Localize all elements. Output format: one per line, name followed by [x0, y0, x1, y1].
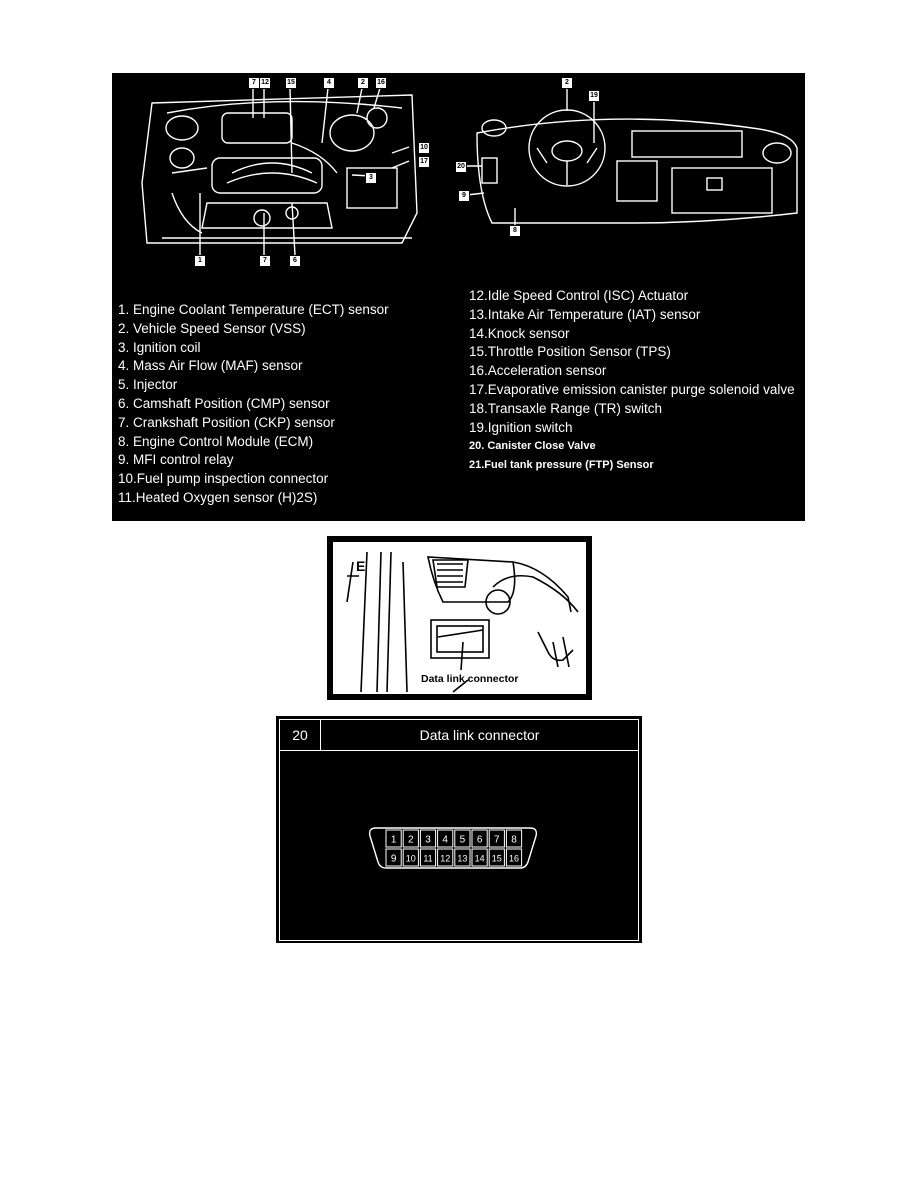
legend-item: 7. Crankshaft Position (CKP) sensor [118, 414, 335, 430]
callout-engine: 6 [289, 255, 301, 267]
legend-item: 17.Evaporative emission canister purge solenoid valve [469, 381, 795, 397]
dlc-pinout-figure [276, 716, 642, 943]
pin-number: 16 [508, 853, 520, 864]
dlc-location-illustration [333, 542, 586, 694]
callout-dash: 19 [588, 90, 600, 102]
pin-number: 13 [457, 853, 468, 864]
pin-number: 11 [423, 853, 433, 864]
legend-left [118, 301, 389, 508]
callout-engine: 2 [357, 77, 369, 89]
legend-item: 1. Engine Coolant Temperature (ECT) sensor [118, 302, 389, 317]
callout-engine: 15 [285, 77, 297, 89]
pin-number: 12 [440, 853, 451, 864]
dlc-location-figure [327, 536, 592, 700]
pin-number: 5 [459, 834, 466, 846]
callout-engine: 3 [365, 172, 377, 184]
pin-number: 9 [390, 853, 397, 865]
callout-engine: 7 [259, 255, 271, 267]
pin-number: 3 [425, 834, 431, 846]
connector-pin-diagram [276, 716, 642, 943]
pin-number: 4 [442, 834, 448, 846]
legend-item: 5. Injector [118, 377, 178, 393]
legend-item: 8. Engine Control Module (ECM) [118, 433, 314, 449]
callout-engine: 7 [248, 77, 260, 89]
legend-item: 19.Ignition switch [469, 419, 573, 435]
figure-title: Data link connector [321, 720, 638, 751]
legend-item: 20. Canister Close Valve [469, 440, 596, 453]
callout-engine: 4 [323, 77, 335, 89]
legend-item: 3. Ignition coil [118, 339, 201, 355]
callout-engine: 16 [375, 77, 387, 89]
legend-item: 9. MFI control relay [118, 452, 234, 468]
pin-number: 7 [494, 834, 500, 846]
legend-item: 10.Fuel pump inspection connector [118, 471, 329, 487]
legend-item: 4. Mass Air Flow (MAF) sensor [118, 358, 303, 374]
callout-dash: 8 [509, 225, 521, 237]
callout-dash: 9 [458, 190, 470, 202]
callout-engine: 17 [418, 156, 430, 168]
dlc-caption: Data link connector [421, 673, 519, 685]
legend-item: 21.Fuel tank pressure (FTP) Sensor [469, 459, 654, 472]
view-letter: E [356, 558, 366, 574]
legend-item: 6. Camshaft Position (CMP) sensor [118, 395, 330, 411]
legend-item: 13.Intake Air Temperature (IAT) sensor [469, 306, 701, 322]
pin-number: 2 [408, 834, 414, 846]
callout-dash: 20 [455, 161, 467, 173]
component-locator-figure [112, 73, 805, 521]
pin-number: 15 [491, 853, 502, 864]
pin-number: 8 [511, 834, 517, 846]
callout-engine: 12 [259, 77, 271, 89]
pin-number: 10 [405, 853, 416, 864]
callout-dash: 2 [561, 77, 573, 89]
legend-right [469, 287, 795, 475]
legend-item: 12.Idle Speed Control (ISC) Actuator [469, 288, 689, 303]
legend-item: 18.Transaxle Range (TR) switch [469, 400, 663, 416]
legend-item: 14.Knock sensor [469, 325, 570, 341]
legend-item: 2. Vehicle Speed Sensor (VSS) [118, 320, 306, 336]
legend-item: 11.Heated Oxygen sensor (H)2S) [118, 489, 318, 505]
callout-engine: 1 [194, 255, 206, 267]
callout-engine: 10 [418, 142, 430, 154]
pin-number: 1 [390, 834, 397, 846]
legend-item: 15.Throttle Position Sensor (TPS) [469, 344, 671, 360]
figure-number: 20 [280, 720, 321, 751]
pin-number: 14 [474, 853, 485, 864]
pin-number: 6 [476, 834, 483, 846]
legend-item: 16.Acceleration sensor [469, 363, 607, 379]
